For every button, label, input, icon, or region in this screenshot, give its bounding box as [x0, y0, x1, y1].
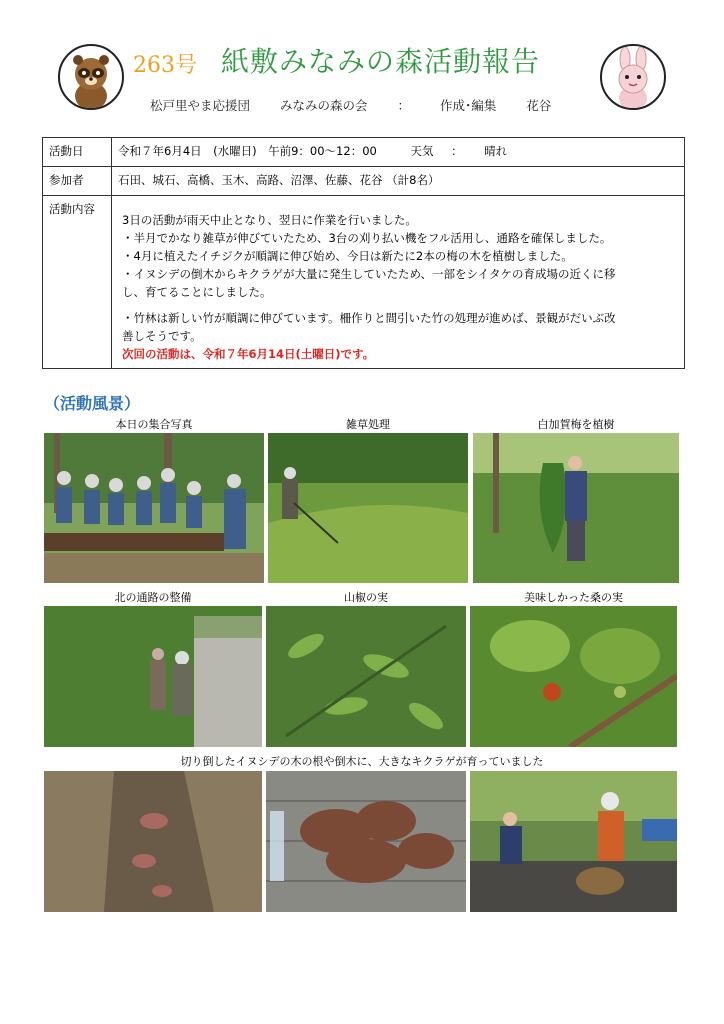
- members-label: 参加者: [43, 167, 112, 196]
- caption-weeding: 雑草処理: [346, 418, 390, 431]
- rabbit-mascot-icon: [600, 44, 666, 110]
- date-cell: [112, 138, 685, 167]
- kikurage-harvest-photo-image: [266, 771, 466, 912]
- group-name: みなみの森の会: [280, 98, 368, 113]
- caption-mulberry: 美味しかった桑の実: [524, 591, 623, 604]
- weather-value: 晴れ: [484, 144, 508, 158]
- caption-group-photo: 本日の集合写真: [115, 418, 193, 431]
- content-line: 3日の活動が雨天中止となり、翌日に作業を行いました。: [122, 213, 417, 227]
- sansho-photo-image: [266, 606, 466, 747]
- date-value: 令和７年6月4日 (水曜日) 午前9：00～12：00: [118, 144, 377, 158]
- caption-north-path: 北の通路の整備: [114, 591, 192, 604]
- credit-separator: ：: [397, 98, 411, 113]
- members-value: 石田、城石、高橋、玉木、高路、沼澤、佐藤、花谷 （計8名）: [112, 167, 685, 196]
- content-line: 善しそうです。: [122, 329, 202, 343]
- content-line: し、育てることにしました。: [122, 285, 272, 299]
- group-photo-image: [44, 433, 264, 583]
- editor-name: 花谷: [526, 98, 552, 113]
- caption-plum: 白加賀梅を植樹: [537, 418, 615, 431]
- weather-separator: ：: [451, 144, 463, 158]
- content-line: ・竹林は新しい竹が順調に伸びています。柵作りと間引いた竹の処理が進めば、景観がだいぶ改: [122, 311, 616, 325]
- plum-planting-photo-image: [473, 433, 679, 583]
- issue-number: 263号: [133, 53, 197, 78]
- tanuki-mascot-icon: [58, 44, 124, 110]
- credit-label: 作成･編集: [440, 98, 497, 113]
- weather-label: 天気: [410, 144, 434, 158]
- activity-info-table: [42, 137, 685, 369]
- caption-sansho: 山椒の実: [344, 591, 388, 604]
- section-title: （活動風景）: [44, 394, 141, 413]
- content-label: 活動内容: [43, 196, 112, 369]
- page-title: 紙敷みなみの森活動報告: [221, 45, 541, 78]
- kikurage-log-photo-image: [44, 771, 262, 912]
- org-name: 松戸里やま応援団: [150, 98, 251, 113]
- report-title: [133, 36, 593, 80]
- content-line: ・4月に植えたイチジクが順調に伸び始め、今日は新たに2本の梅の木を植樹しました。: [122, 249, 573, 263]
- caption-kikurage: 切り倒したイヌシデの木の根や倒木に、大きなキクラゲが育っていました: [180, 755, 544, 768]
- credit-line: [150, 96, 577, 114]
- content-line: ・イヌシデの倒木からキクラゲが大量に発生していたため、一部をシイタケの育成場の近くに移: [122, 267, 616, 281]
- weeding-photo-image: [268, 433, 468, 583]
- date-label: 活動日: [43, 138, 112, 167]
- content-line: ・半月でかなり雑草が伸びていたため、3台の刈り払い機をフル活用し、通路を確保しました。: [122, 231, 612, 245]
- mulberry-photo-image: [470, 606, 677, 747]
- north-path-photo-image: [44, 606, 262, 747]
- content-cell: [112, 196, 685, 369]
- kikurage-members-photo-image: [470, 771, 677, 912]
- next-activity: 次回の活動は、令和７年6月14日(土曜日)です。: [122, 347, 375, 361]
